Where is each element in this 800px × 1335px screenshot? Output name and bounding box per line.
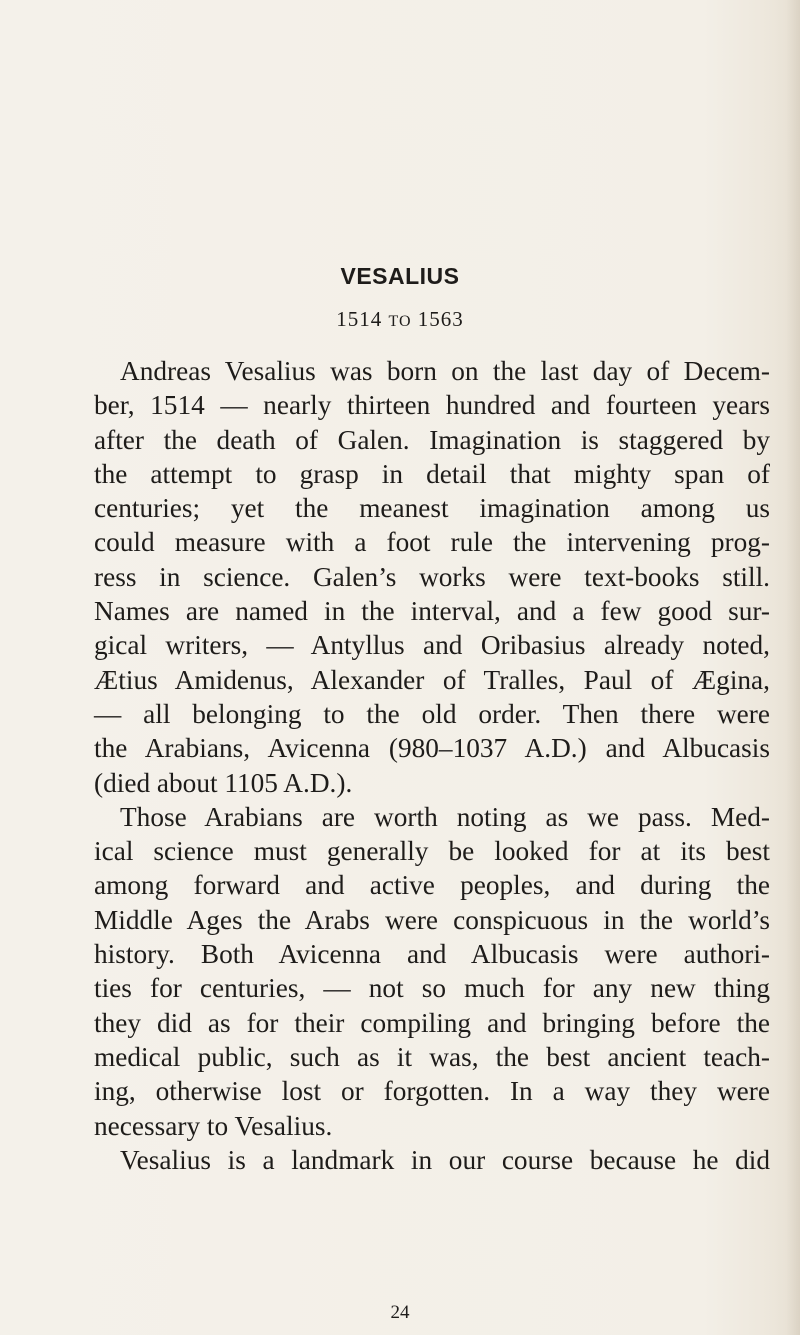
text-line: (died about 1105 A.D.). (94, 767, 353, 798)
text-line: the Arabians, Avicenna (980–1037 A.D.) and Albucasis (94, 733, 770, 764)
text-line: ress in science. Galen’s works were text-books still. (94, 561, 770, 592)
dates-end: 1563 (417, 307, 464, 331)
chapter-dates (0, 307, 800, 332)
body-text (94, 354, 770, 1177)
text-line: — all belonging to the old order. Then there were (94, 698, 770, 729)
text-line: could measure with a foot rule the intervening prog- (94, 527, 770, 558)
page-number: 24 (390, 1302, 410, 1323)
text-line: centuries; yet the meanest imagination among us (94, 493, 770, 524)
text-line: after the death of Galen. Imagination is staggered by (94, 424, 770, 455)
dates-start: 1514 (336, 307, 383, 331)
text-line: ber, 1514 — nearly thirteen hundred and fourteen years (94, 390, 770, 421)
text-line: Vesalius is a landmark in our course because he did (120, 1144, 770, 1175)
text-line: ical science must generally be looked for at its best (94, 836, 770, 867)
text-line: ties for centuries, — not so much for any new thing (94, 973, 770, 1004)
dates-connector: TO (388, 313, 412, 330)
chapter-heading: VESALIUS (340, 263, 460, 289)
text-line: ing, otherwise lost or forgotten. In a way they were (94, 1076, 770, 1107)
text-line: gical writers, — Antyllus and Oribasius already noted, (94, 630, 770, 661)
text-line: Middle Ages the Arabs were conspicuous in the world’s (94, 904, 770, 935)
text-line: history. Both Avicenna and Albucasis were authori- (94, 939, 770, 970)
page-edge-shadow (786, 0, 800, 1335)
text-line: they did as for their compiling and bringing before the (94, 1007, 770, 1038)
text-line: Ætius Amidenus, Alexander of Tralles, Paul of Ægina, (94, 664, 770, 695)
text-line: the attempt to grasp in detail that mighty span of (94, 458, 770, 489)
text-line: necessary to Vesalius. (94, 1110, 333, 1141)
text-line: medical public, such as it was, the best ancient teach- (94, 1041, 770, 1072)
text-line: Andreas Vesalius was born on the last day of Decem- (120, 356, 770, 386)
text-line: Those Arabians are worth noting as we pass. Med- (120, 801, 770, 832)
text-line: among forward and active peoples, and during the (94, 870, 770, 901)
text-line: Names are named in the interval, and a few good sur- (94, 596, 770, 627)
